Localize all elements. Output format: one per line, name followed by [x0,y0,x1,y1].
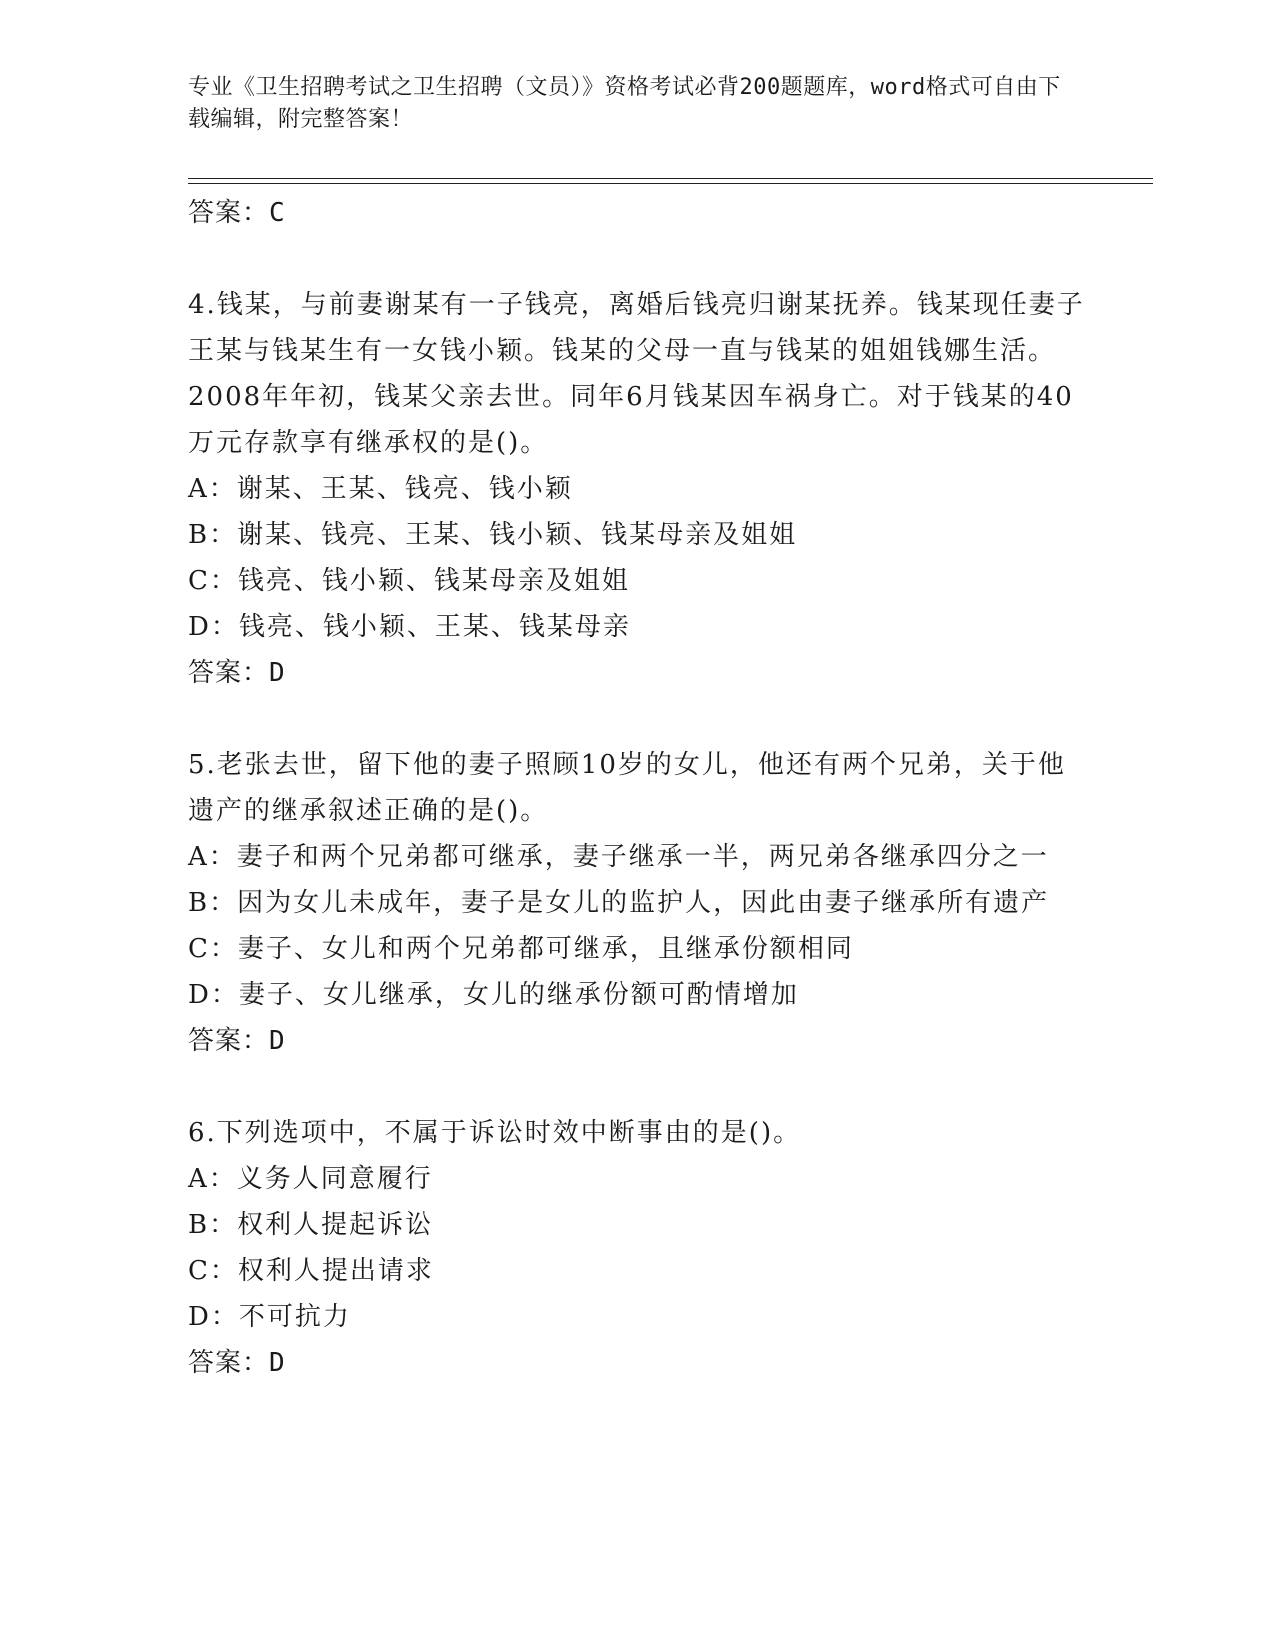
option-d: D：妻子、女儿继承，女儿的继承份额可酌情增加 [188,980,799,1010]
option-b: B：谢某、钱亮、王某、钱小颖、钱某母亲及姐姐 [188,520,798,550]
answer-label: 答案：D [188,1026,286,1056]
option-a: A：妻子和两个兄弟都可继承，妻子继承一半，两兄弟各继承四分之一 [188,842,1049,872]
option-c: C：妻子、女儿和两个兄弟都可继承，且继承份额相同 [188,934,854,964]
header-divider [188,178,1153,179]
question-6 [188,1110,1088,1386]
header-divider-secondary [188,183,1153,184]
option-c: C：钱亮、钱小颖、钱某母亲及姐姐 [188,566,630,596]
question-text: 4.钱某，与前妻谢某有一子钱亮，离婚后钱亮归谢某抚养。钱某现任妻子王某与钱某生有一女钱小颖。钱某的父母一直与钱某的姐姐钱娜生活。2008年年初，钱某父亲去世。同年6月钱某因车祸身亡。对于钱某的40万元存款享有继承权的是()。 [188,290,1085,458]
option-d: D：钱亮、钱小颖、王某、钱某母亲 [188,612,631,642]
option-d: D：不可抗力 [188,1302,351,1332]
option-b: B：因为女儿未成年，妻子是女儿的监护人，因此由妻子继承所有遗产 [188,888,1050,918]
question-4 [188,282,1088,696]
page-header: 专业《卫生招聘考试之卫生招聘（文员）》资格考试必背200题题库，word格式可自由下载编辑，附完整答案！ [188,75,1061,132]
option-c: C：权利人提出请求 [188,1256,434,1286]
document-body [188,190,1088,1386]
option-a: A：义务人同意履行 [188,1164,433,1194]
question-text: 6.下列选项中，不属于诉讼时效中断事由的是()。 [188,1118,802,1148]
question-text: 5.老张去世，留下他的妻子照顾10岁的女儿，他还有两个兄弟，关于他遗产的继承叙述正确的是()。 [188,750,1066,826]
option-b: B：权利人提起诉讼 [188,1210,434,1240]
option-a: A：谢某、王某、钱亮、钱小颖 [188,474,573,504]
answer-label: 答案：C [188,198,286,228]
answer-label: 答案：D [188,1348,286,1378]
question-5 [188,742,1088,1064]
answer-label: 答案：D [188,658,286,688]
